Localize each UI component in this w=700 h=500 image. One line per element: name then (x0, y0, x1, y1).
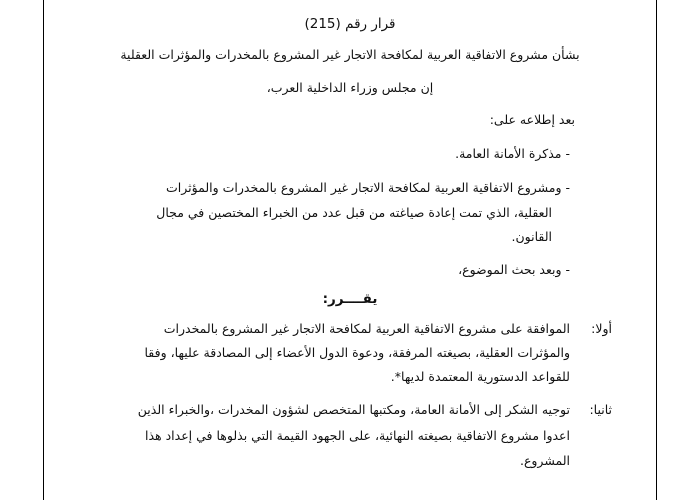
list-item-continuation: القانون. (511, 229, 552, 244)
second-clause-line: توجيه الشكر إلى الأمانة العامة، ومكتبها المتخصص لشؤون المخدرات ،والخبراء الذين (137, 402, 570, 417)
list-item: - وبعد بحث الموضوع، (458, 262, 570, 277)
second-clause-label: ثانيا: (589, 402, 612, 417)
first-clause-line: للقواعد الدستورية المعتمدة لديها*. (390, 369, 570, 384)
left-border-line (43, 0, 44, 500)
right-border-line (656, 0, 657, 500)
first-clause-line: والمؤثرات العقلية، بصيغته المرفقة، ودعوة الدول الأعضاء إلى المصادقة عليها، وفقا (144, 345, 570, 360)
preamble-intro: بعد إطلاعه على: (489, 112, 575, 127)
list-item-continuation: العقلية، الذي تمت إعادة صياغته من قبل عدد من الخبراء المختصين في مجال (156, 205, 552, 220)
second-clause-line: المشروع. (519, 453, 570, 468)
council-statement: إن مجلس وزراء الداخلية العرب، (266, 80, 434, 95)
first-clause-line: الموافقة على مشروع الاتفاقية العربية لمكافحة الاتجار غير المشروع بالمخدرات (163, 321, 570, 336)
second-clause-line: اعدوا مشروع الاتفاقية بصيغته النهائية، على الجهود القيمة التي بذلوها في إعداد هذا (145, 428, 570, 443)
decision-title: قرار رقم (215) (304, 16, 396, 32)
decision-subject: بشأن مشروع الاتفاقية العربية لمكافحة الاتجار غير المشروع بالمخدرات والمؤثرات العقلية (120, 47, 580, 62)
list-item: - ومشروع الاتفاقية العربية لمكافحة الاتجار غير المشروع بالمخدرات والمؤثرات (166, 180, 570, 195)
decides-heading: يقــــرر: (322, 291, 378, 307)
first-clause-label: أولا: (591, 321, 612, 336)
list-item: - مذكرة الأمانة العامة. (455, 146, 570, 161)
